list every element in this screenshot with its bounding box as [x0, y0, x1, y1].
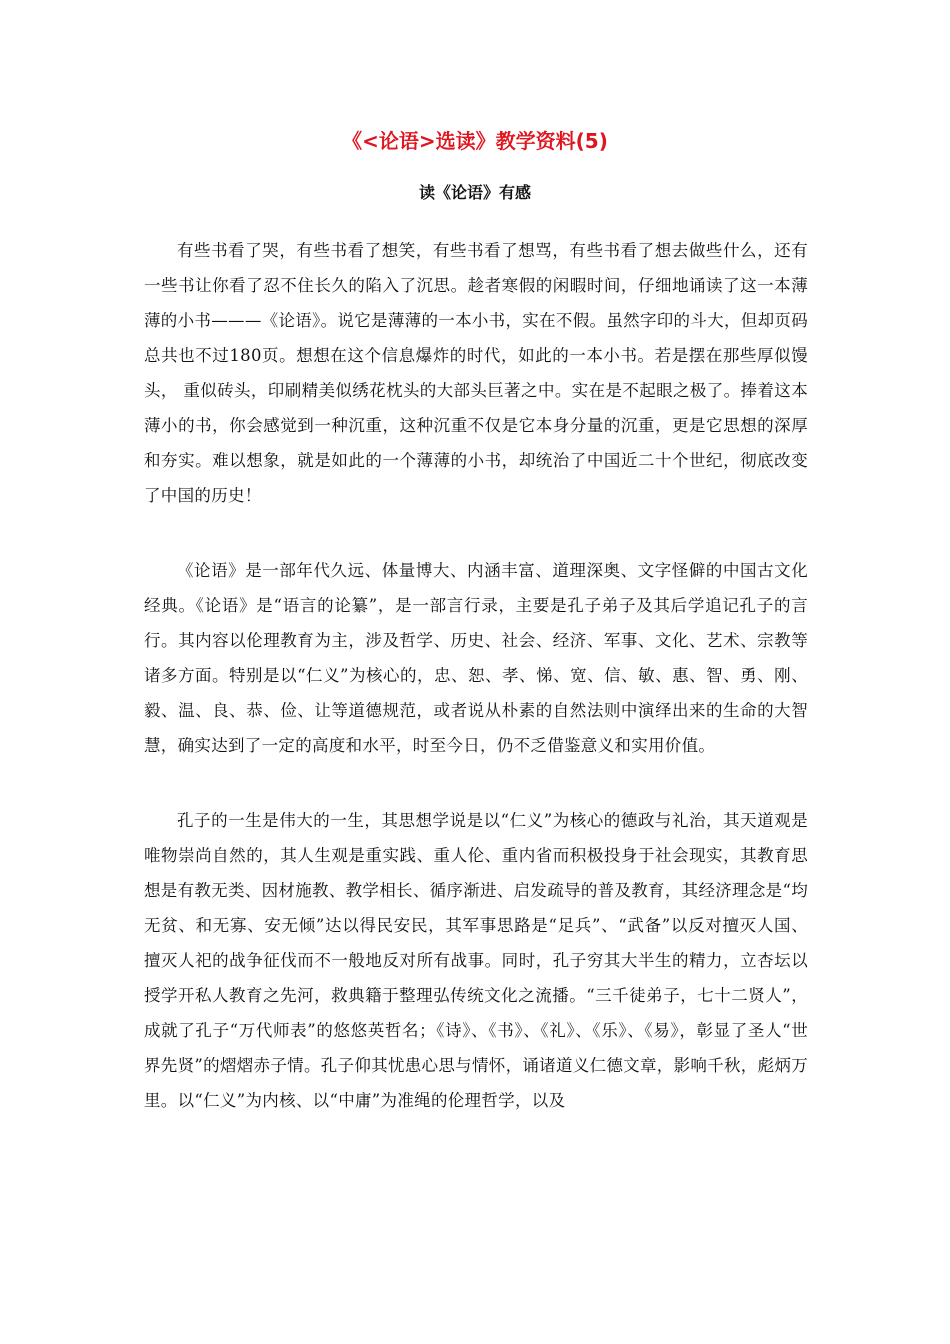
paragraph-2: 《论语》是一部年代久远、体量博大、内涵丰富、道理深奥、文字怪僻的中国古文化经典。《论语》是“语言的论纂”，是一部言行录，主要是孔子弟子及其后学追记孔子的言行。其内容以伦理教育为主，涉及哲学、历史、社会、经济、军事、文化、艺术、宗教等诸多方面。特别是以“仁义”为核心的，忠、恕、孝、悌、宽、信、敏、惠、智、勇、刚、毅、温、良、恭、俭、让等道德规范，或者说从朴素的自然法则中演绎出来的生命的大智慧，确实达到了一定的高度和水平，时至今日，仍不乏借鉴意义和实用价值。: [144, 561, 808, 755]
document-subtitle: 读《论语》有感: [418, 183, 531, 202]
paragraph-1: 有些书看了哭，有些书看了想笑，有些书看了想骂，有些书看了想去做些什么，还有一些书让你看了忍不住长久的陷入了沉思。趁者寒假的闲暇时间，仔细地诵读了这一本薄薄的小书———《论语》。说它是薄薄的一本小书，实在不假。虽然字印的斗大，但却页码总共也不过180页。想想在这个信息爆炸的时代，如此的一本小书。若是摆在那些厚似馒头， 重似砖头，印刷精美似绣花枕头的大部头巨著之中。实在是不起眼之极了。捧着这本薄小的书，你会感觉到一种沉重，这种沉重不仅是它本身分量的沉重，更是它思想的深厚和夯实。难以想象，就是如此的一个薄薄的小书，却统治了中国近二十个世纪，彻底改变了中国的历史！: [144, 241, 808, 505]
document-title: 《<论语>选读》教学资料(5): [342, 129, 608, 153]
paragraph-3: 孔子的一生是伟大的一生，其思想学说是以“仁义”为核心的德政与礼治，其天道观是唯物崇尚自然的，其人生观是重实践、重人伦、重内省而积极投身于社会现实，其教育思想是有教无类、因材施教、教学相长、循序渐进、启发疏导的普及教育，其经济理念是“均无贫、和无寡、安无倾”达以得民安民，其军事思路是“足兵”、“武备”以反对擅灭人国、擅灭人祀的战争征伐而不一般地反对所有战事。同时，孔子穷其大半生的精力，立杏坛以授学开私人教育之先河，救典籍于整理弘传统文化之流播。“三千徒弟子，七十二贤人”，成就了孔子“万代师表”的悠悠英哲名；《诗》、《书》、《礼》、《乐》、《易》，彰显了圣人“世界先贤”的熠熠赤子情。孔子仰其忧患心思与情怀，诵诸道义仁德文章，影响千秋，彪炳万里。以“仁义”为内核、以“中庸”为准绳的伦理哲学，以及: [144, 811, 808, 1110]
document-body: [144, 233, 808, 1158]
